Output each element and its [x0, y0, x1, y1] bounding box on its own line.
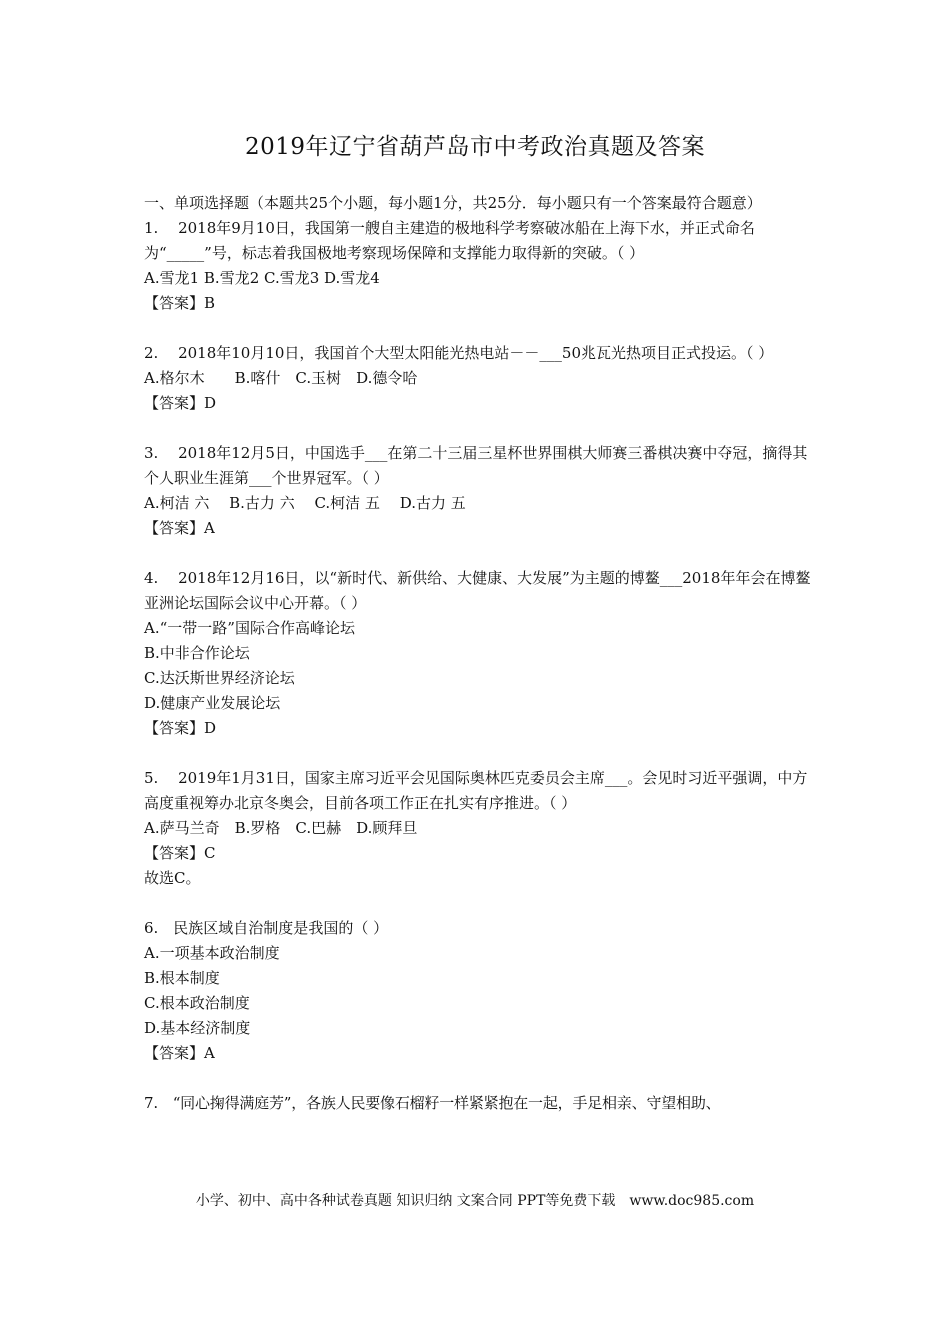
question-option: C.达沃斯世界经济论坛: [144, 669, 295, 687]
question-options: A.格尔木 B.喀什 C.玉树 D.德令哈: [144, 369, 418, 387]
page-title: 2019年辽宁省葫芦岛市中考政治真题及答案: [244, 134, 706, 160]
answer-line: 【答案】D: [144, 394, 217, 412]
question-option: D.健康产业发展论坛: [144, 694, 281, 712]
question-options: A.萨马兰奇 B.罗格 C.巴赫 D.顾拜旦: [144, 819, 418, 837]
question-stem: 7. “同心掬得满庭芳”，各族人民要像石榴籽一样紧紧抱在一起，手足相亲、守望相助、: [144, 1094, 721, 1112]
answer-line: 【答案】A: [144, 1044, 215, 1062]
question-options: A.柯洁 六 B.古力 六 C.柯洁 五 D.古力 五: [144, 494, 466, 512]
question-stem: 5. 2019年1月31日，国家主席习近平会见国际奥林匹克委员会主席___。会见时习近平强调，中方高度重视筹办北京冬奥会，目前各项工作正在扎实有序推进。（ ）: [144, 769, 808, 812]
question-option: D.基本经济制度: [144, 1019, 251, 1037]
answer-line: 【答案】D: [144, 719, 217, 737]
answer-line: 【答案】A: [144, 519, 215, 537]
question-stem: 3. 2018年12月5日，中国选手___在第二十三届三星杯世界围棋大师赛三番棋决赛中夺冠，摘得其个人职业生涯第___个世界冠军。（ ）: [144, 444, 808, 487]
page-footer: 小学、初中、高中各种试卷真题 知识归纳 文案合同 PPT等免费下载 www.doc985.com: [195, 1193, 755, 1209]
question-option: A.一项基本政治制度: [144, 944, 280, 962]
answer-line: 【答案】B: [144, 294, 216, 312]
question-stem: 1. 2018年9月10日，我国第一艘自主建造的极地科学考察破冰船在上海下水，并正式命名为“_____”号，标志着我国极地考察现场保障和支撑能力取得新的突破。（ ）: [144, 219, 755, 262]
question-option: A.“一带一路”国际合作高峰论坛: [144, 619, 355, 637]
section-heading: 一、单项选择题（本题共25个小题，每小题1分，共25分．每小题只有一个答案最符合题意）: [144, 194, 762, 212]
question-option: B.根本制度: [144, 969, 220, 987]
question-stem: 2. 2018年10月10日，我国首个大型太阳能光热电站－－___50兆瓦光热项目正式投运。（ ）: [144, 344, 774, 362]
question-stem: 6. 民族区域自治制度是我国的（ ）: [144, 919, 389, 937]
question-option: B.中非合作论坛: [144, 644, 250, 662]
answer-note: 故选C。: [144, 869, 201, 887]
question-options: A.雪龙1 B.雪龙2 C.雪龙3 D.雪龙4: [144, 269, 380, 287]
answer-line: 【答案】C: [144, 844, 216, 862]
question-stem: 4. 2018年12月16日，以“新时代、新供给、大健康、大发展”为主题的博鳌___2018年年会在博鳌亚洲论坛国际会议中心开幕。（ ）: [144, 569, 811, 612]
document-body: [144, 191, 814, 1116]
question-option: C.根本政治制度: [144, 994, 250, 1012]
